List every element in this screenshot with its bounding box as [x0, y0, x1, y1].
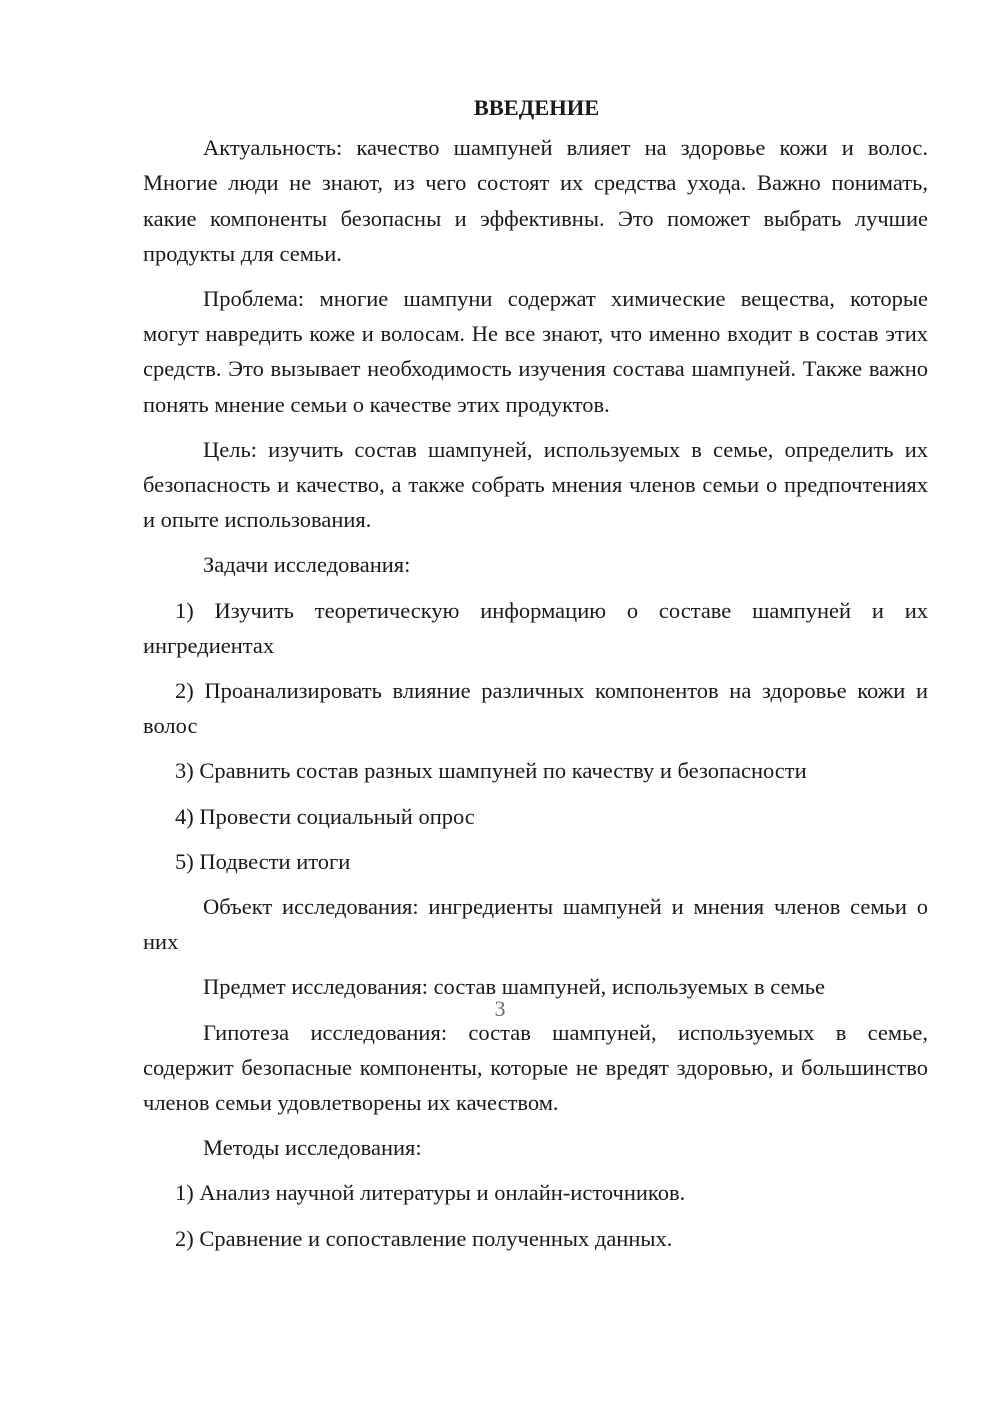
page-number: 3 [494, 996, 506, 1021]
tasks-heading: Задачи исследования: [203, 552, 411, 578]
task-item-4: 4) Провести социальный опрос [175, 803, 475, 829]
hypothesis-paragraph: Гипотеза исследования: состав шампуней, используемых в семье, содержит безопасные компоненты, которые не вредят здоровью, и большинство членов семьи удовлетворены их качеством. [143, 1019, 928, 1116]
method-item-2: 2) Сравнение и сопоставление полученных данных. [175, 1225, 673, 1251]
task-item-1: 1) Изучить теоретическую информацию о составе шампуней и их ингредиентах [143, 597, 928, 658]
methods-heading: Методы исследования: [203, 1135, 422, 1161]
document-body [143, 90, 928, 1266]
task-item-5: 5) Подвести итоги [175, 848, 351, 874]
relevance-paragraph: Актуальность: качество шампуней влияет на здоровье кожи и волос. Многие люди не знают, из чего состоят их средства ухода. Важно понимать, какие компоненты безопасны и эффективны. Это поможет выбрать лучшие продукты для семьи. [143, 135, 928, 266]
method-item-1: 1) Анализ научной литературы и онлайн-источников. [175, 1180, 686, 1206]
object-paragraph: Объект исследования: ингредиенты шампуней и мнения членов семьи о них [143, 894, 928, 955]
goal-paragraph: Цель: изучить состав шампуней, используемых в семье, определить их безопасность и качество, а также собрать мнения членов семьи о предпочтениях и опыте использования. [143, 436, 928, 533]
task-item-3: 3) Сравнить состав разных шампуней по качеству и безопасности [175, 758, 807, 784]
task-item-2: 2) Проанализировать влияние различных компонентов на здоровье кожи и волос [143, 678, 928, 739]
section-title: ВВЕДЕНИЕ [473, 95, 600, 120]
problem-paragraph: Проблема: многие шампуни содержат химические вещества, которые могут навредить коже и волосам. Не все знают, что именно входит в состав этих средств. Это вызывает необходимость изучения состава шампуней. Также важно понять мнение семьи о качестве этих продуктов. [143, 286, 928, 417]
subject-paragraph: Предмет исследования: состав шампуней, используемых в семье [203, 974, 825, 1000]
